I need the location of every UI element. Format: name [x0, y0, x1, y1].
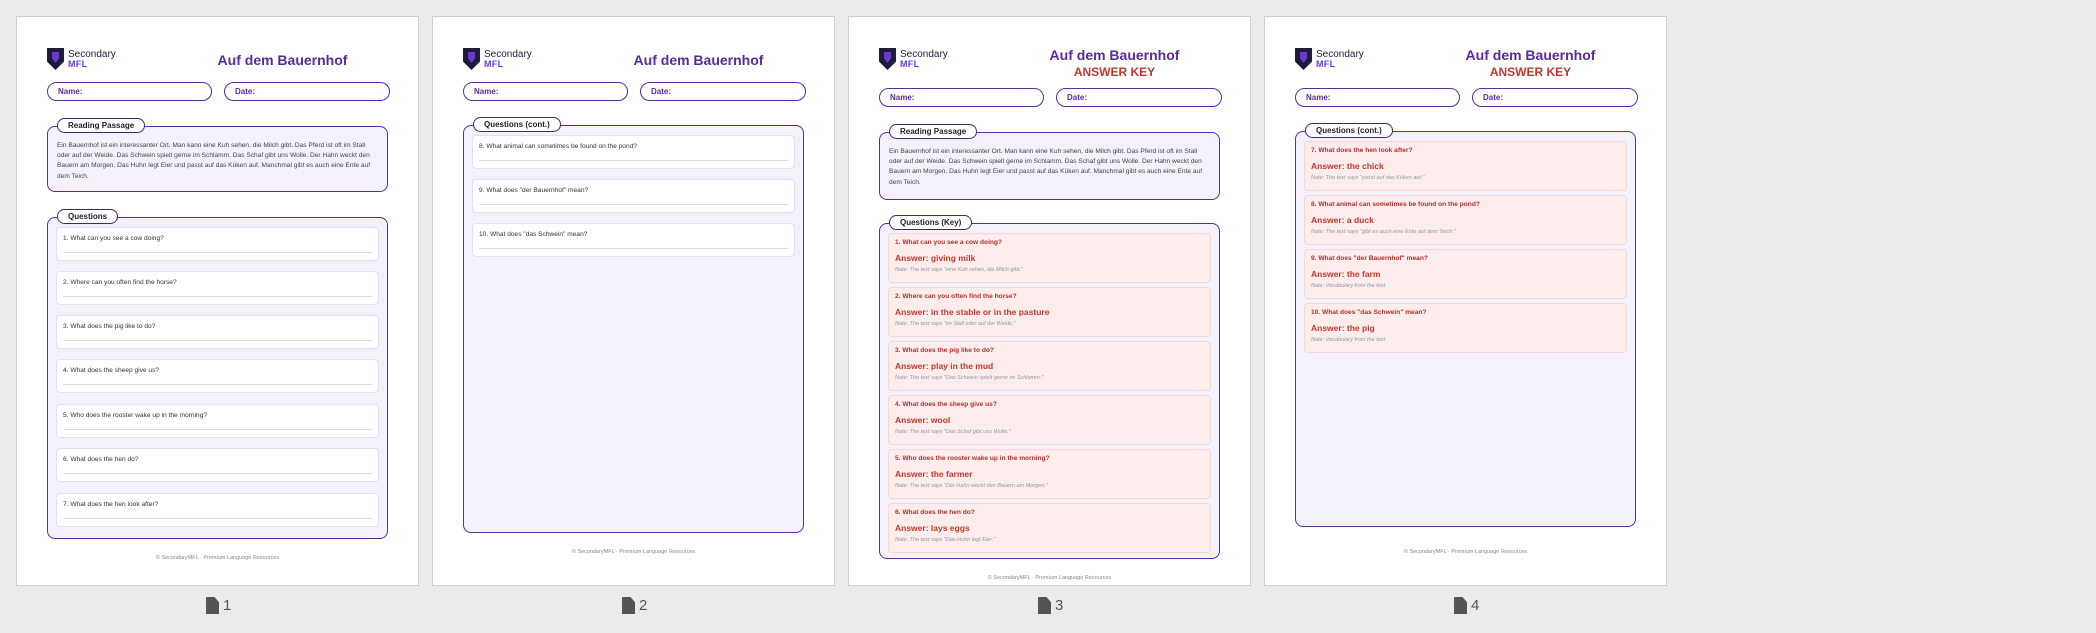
reading-passage-label: Reading Passage [889, 124, 977, 139]
questions-cont-label: Questions (cont.) [473, 117, 561, 132]
page-1 [16, 16, 419, 586]
brand-logo: Secondary MFL [463, 48, 532, 70]
answer-item: 10. What does "das Schwein" mean? Answer: the pig Note: Vocabulary from the text. [1304, 303, 1627, 353]
worksheet-title: Auf dem Bauernhof [217, 52, 348, 68]
questions-key-box [879, 218, 1220, 559]
reading-passage-label: Reading Passage [57, 118, 145, 133]
passage-text: Ein Bauernhof ist ein interessanter Ort. Man kann eine Kuh sehen, die Milch gibt. Das Pferd ist oft im Stall oder auf der Weide. Das Schwein spielt gerne im Schlamm. Das Schaf gibt uns Wolle. Der Hahn weckt den Bauern am Morgen. Das Huhn legt Eier und passt auf das Küken auf. Manchmal gibt es auch eine Ente auf dem Teich. [889, 148, 1203, 186]
page-thumb-4[interactable]: 4 [1454, 597, 1479, 614]
shield-logo-icon [1295, 48, 1312, 70]
question-item: 1. What can you see a cow doing? [56, 227, 379, 261]
reading-passage-box [47, 121, 388, 192]
answer-key-heading: ANSWER KEY [1489, 65, 1572, 79]
brand-logo: Secondary MFL [47, 48, 116, 70]
date-field[interactable]: Date: [1056, 88, 1222, 107]
worksheet-title: Auf dem Bauernhof [633, 52, 764, 68]
document-icon [206, 597, 219, 614]
page-footer: © SecondaryMFL · Premium Language Resources [571, 549, 696, 555]
worksheet-title: Auf dem Bauernhof [1465, 47, 1596, 63]
document-icon [1454, 597, 1467, 614]
name-field[interactable]: Name: [463, 82, 628, 101]
question-item: 4. What does the sheep give us? [56, 359, 379, 393]
document-icon [1038, 597, 1051, 614]
questions-cont-key-box [1295, 126, 1636, 527]
answer-key-heading: ANSWER KEY [1073, 65, 1156, 79]
page-thumb-2[interactable]: 2 [622, 597, 647, 614]
answer-item: 5. Who does the rooster wake up in the morning? Answer: the farmer Note: The text says "Der Hahn weckt den Bauern am Morgen." [888, 449, 1211, 499]
name-field[interactable]: Name: [47, 82, 212, 101]
question-item: 3. What does the pig like to do? [56, 315, 379, 349]
answer-item: 6. What does the hen do? Answer: lays eggs Note: The text says "Das Huhn legt Eier." [888, 503, 1211, 553]
page-2 [432, 16, 835, 586]
questions-cont-label: Questions (cont.) [1305, 123, 1393, 138]
page-3 [848, 16, 1251, 586]
questions-box [47, 212, 388, 539]
question-item: 2. Where can you often find the horse? [56, 271, 379, 305]
page-footer: © SecondaryMFL · Premium Language Resources [1403, 549, 1528, 555]
question-item: 6. What does the hen do? [56, 448, 379, 482]
answer-item: 9. What does "der Bauernhof" mean? Answer: the farm Note: Vocabulary from the text. [1304, 249, 1627, 299]
brand-logo: Secondary MFL [1295, 48, 1364, 70]
question-item: 9. What does "der Bauernhof" mean? [472, 179, 795, 213]
question-item: 5. Who does the rooster wake up in the morning? [56, 404, 379, 438]
document-icon [622, 597, 635, 614]
answer-item: 1. What can you see a cow doing? Answer: giving milk Note: The text says "eine Kuh sehen, die Milch gibt." [888, 233, 1211, 283]
questions-key-label: Questions (Key) [889, 215, 972, 230]
shield-logo-icon [463, 48, 480, 70]
question-item: 10. What does "das Schwein" mean? [472, 223, 795, 257]
name-field[interactable]: Name: [879, 88, 1044, 107]
page-footer: © SecondaryMFL · Premium Language Resources [987, 575, 1112, 581]
page-footer: © SecondaryMFL · Premium Language Resources [155, 555, 280, 561]
reading-passage-box [879, 127, 1220, 200]
answer-item: 7. What does the hen look after? Answer: the chick Note: The text says "passt auf das Küken auf." [1304, 141, 1627, 191]
questions-cont-box [463, 120, 804, 533]
brand-logo: Secondary MFL [879, 48, 948, 70]
date-field[interactable]: Date: [224, 82, 390, 101]
date-field[interactable]: Date: [1472, 88, 1638, 107]
question-item: 8. What animal can sometimes be found on the pond? [472, 135, 795, 169]
shield-logo-icon [879, 48, 896, 70]
answer-item: 2. Where can you often find the horse? Answer: in the stable or in the pasture Note: The text says "im Stall oder auf der Weide." [888, 287, 1211, 337]
passage-text: Ein Bauernhof ist ein interessanter Ort. Man kann eine Kuh sehen, die Milch gibt. Das Pferd ist oft im Stall oder auf der Weide. Das Schwein spielt gerne im Schlamm. Das Schaf gibt uns Wolle. Der Hahn weckt den Bauern am Morgen. Das Huhn legt Eier und passt auf das Küken auf. Manchmal gibt es auch eine Ente auf dem Teich. [57, 142, 371, 180]
page-thumb-3[interactable]: 3 [1038, 597, 1063, 614]
answer-item: 8. What animal can sometimes be found on the pond? Answer: a duck Note: The text says "gibt es auch eine Ente auf dem Teich." [1304, 195, 1627, 245]
worksheet-title: Auf dem Bauernhof [1049, 47, 1180, 63]
shield-logo-icon [47, 48, 64, 70]
questions-label: Questions [57, 209, 118, 224]
question-item: 7. What does the hen look after? [56, 493, 379, 527]
date-field[interactable]: Date: [640, 82, 806, 101]
answer-item: 4. What does the sheep give us? Answer: wool Note: The text says "Das Schaf gibt uns Wolle." [888, 395, 1211, 445]
answer-item: 3. What does the pig like to do? Answer: play in the mud Note: The text says "Das Schwein spielt gerne im Schlamm." [888, 341, 1211, 391]
page-thumb-1[interactable]: 1 [206, 597, 231, 614]
name-field[interactable]: Name: [1295, 88, 1460, 107]
page-4 [1264, 16, 1667, 586]
